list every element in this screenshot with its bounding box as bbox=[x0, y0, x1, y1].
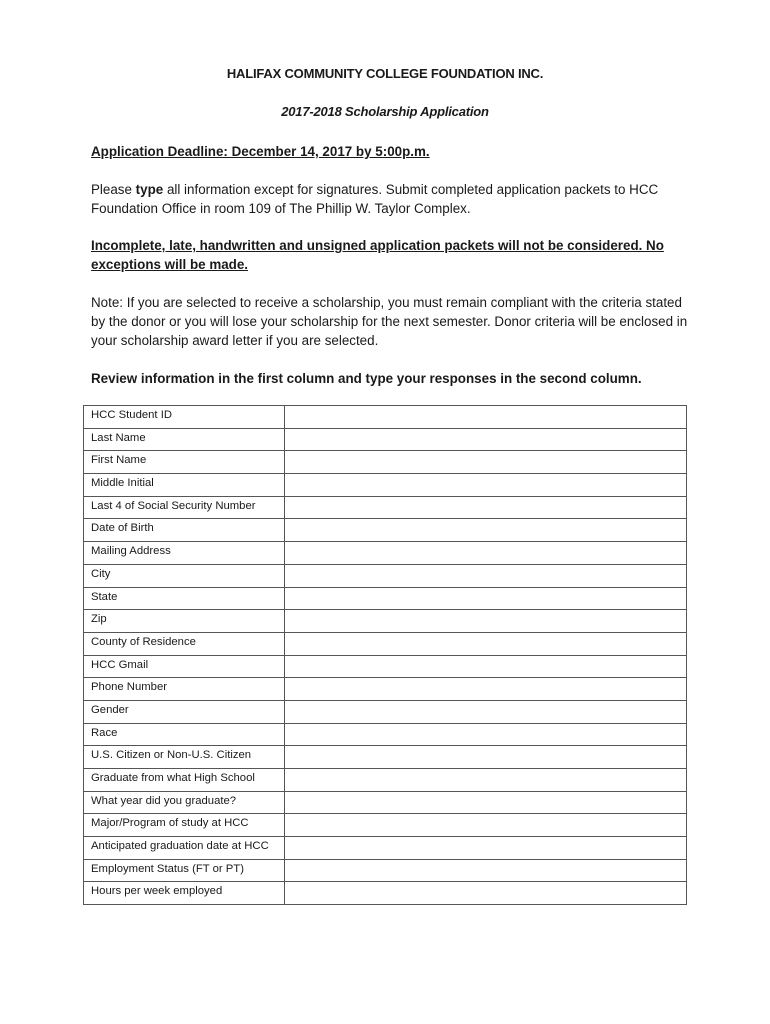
field-label: Middle Initial bbox=[84, 474, 285, 497]
field-response-cell[interactable] bbox=[285, 655, 687, 678]
field-label: Date of Birth bbox=[84, 519, 285, 542]
field-response-cell[interactable] bbox=[285, 428, 687, 451]
table-row bbox=[84, 678, 687, 701]
field-label: Zip bbox=[84, 610, 285, 633]
table-row bbox=[84, 564, 687, 587]
field-response-cell[interactable] bbox=[285, 542, 687, 565]
field-label: Mailing Address bbox=[84, 542, 285, 565]
instructions-prefix: Please bbox=[91, 182, 136, 197]
table-row bbox=[84, 496, 687, 519]
review-instruction: Review information in the first column and type your responses in the second column. bbox=[91, 371, 642, 386]
table-row bbox=[84, 837, 687, 860]
field-response-cell[interactable] bbox=[285, 610, 687, 633]
field-response-cell[interactable] bbox=[285, 723, 687, 746]
table-row bbox=[84, 451, 687, 474]
field-response-cell[interactable] bbox=[285, 632, 687, 655]
field-label: What year did you graduate? bbox=[84, 791, 285, 814]
table-row bbox=[84, 610, 687, 633]
table-row bbox=[84, 428, 687, 451]
table-row bbox=[84, 791, 687, 814]
field-label: Hours per week employed bbox=[84, 882, 285, 905]
field-label: Employment Status (FT or PT) bbox=[84, 859, 285, 882]
field-label: State bbox=[84, 587, 285, 610]
field-label: Major/Program of study at HCC bbox=[84, 814, 285, 837]
table-row bbox=[84, 542, 687, 565]
field-label: HCC Gmail bbox=[84, 655, 285, 678]
field-response-cell[interactable] bbox=[285, 791, 687, 814]
field-label: Last 4 of Social Security Number bbox=[84, 496, 285, 519]
field-response-cell[interactable] bbox=[285, 564, 687, 587]
application-title: 2017-2018 Scholarship Application bbox=[281, 104, 489, 119]
field-label: Race bbox=[84, 723, 285, 746]
fields-table-body bbox=[84, 406, 687, 905]
application-fields-table bbox=[83, 405, 687, 905]
warning-paragraph: Incomplete, late, handwritten and unsigned application packets will not be considered. No exceptions will be made. bbox=[91, 238, 664, 272]
table-row bbox=[84, 655, 687, 678]
table-row bbox=[84, 587, 687, 610]
instructions-suffix: all information except for signatures. Submit completed application packets to HCC Foundation Office in room 109 of The Phillip W. Taylor Complex. bbox=[91, 182, 659, 216]
field-response-cell[interactable] bbox=[285, 769, 687, 792]
instructions-paragraph bbox=[91, 180, 691, 218]
field-label: HCC Student ID bbox=[84, 406, 285, 429]
field-response-cell[interactable] bbox=[285, 678, 687, 701]
field-response-cell[interactable] bbox=[285, 700, 687, 723]
field-response-cell[interactable] bbox=[285, 474, 687, 497]
field-response-cell[interactable] bbox=[285, 859, 687, 882]
table-row bbox=[84, 882, 687, 905]
field-label: County of Residence bbox=[84, 632, 285, 655]
field-response-cell[interactable] bbox=[285, 519, 687, 542]
field-response-cell[interactable] bbox=[285, 587, 687, 610]
field-response-cell[interactable] bbox=[285, 882, 687, 905]
table-row bbox=[84, 814, 687, 837]
field-response-cell[interactable] bbox=[285, 451, 687, 474]
table-row bbox=[84, 700, 687, 723]
table-row bbox=[84, 746, 687, 769]
instructions-emphasis: type bbox=[135, 182, 164, 197]
field-response-cell[interactable] bbox=[285, 814, 687, 837]
field-response-cell[interactable] bbox=[285, 837, 687, 860]
table-row bbox=[84, 723, 687, 746]
field-label: Phone Number bbox=[84, 678, 285, 701]
field-response-cell[interactable] bbox=[285, 746, 687, 769]
field-label: Last Name bbox=[84, 428, 285, 451]
table-row bbox=[84, 859, 687, 882]
table-row bbox=[84, 769, 687, 792]
field-label: U.S. Citizen or Non-U.S. Citizen bbox=[84, 746, 285, 769]
field-label: First Name bbox=[84, 451, 285, 474]
field-response-cell[interactable] bbox=[285, 496, 687, 519]
field-response-cell[interactable] bbox=[285, 406, 687, 429]
field-label: Graduate from what High School bbox=[84, 769, 285, 792]
organization-title: HALIFAX COMMUNITY COLLEGE FOUNDATION INC. bbox=[226, 66, 544, 81]
field-label: City bbox=[84, 564, 285, 587]
table-row bbox=[84, 474, 687, 497]
table-row bbox=[84, 632, 687, 655]
table-row bbox=[84, 519, 687, 542]
field-label: Gender bbox=[84, 700, 285, 723]
field-label: Anticipated graduation date at HCC bbox=[84, 837, 285, 860]
note-paragraph: Note: If you are selected to receive a scholarship, you must remain compliant with the criteria stated by the donor or you will lose your scholarship for the next semester. Donor criteria will be enclosed in your scholarship award letter if you are selected. bbox=[91, 295, 688, 348]
application-deadline: Application Deadline: December 14, 2017 by 5:00p.m. bbox=[91, 144, 430, 159]
table-row bbox=[84, 406, 687, 429]
